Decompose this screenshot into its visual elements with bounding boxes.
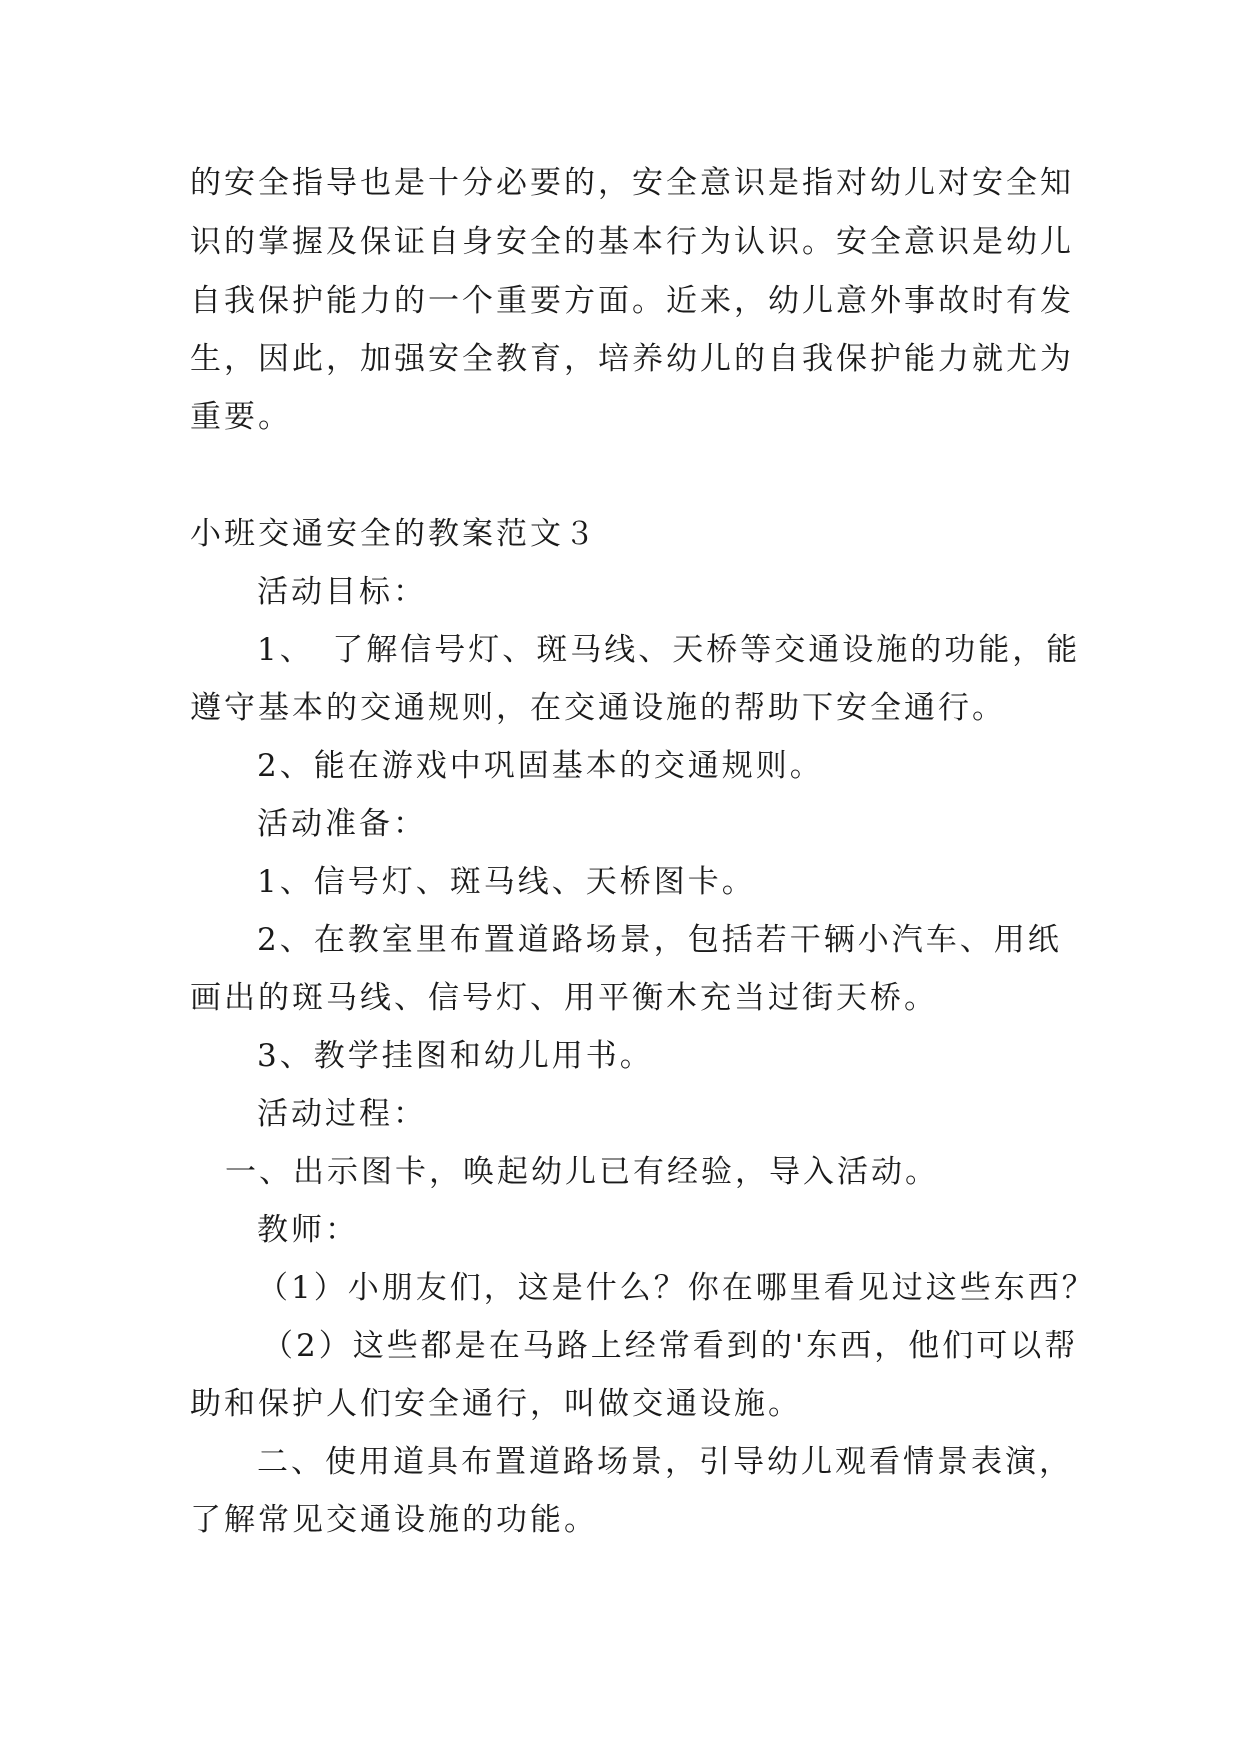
section-title: 小班交通安全的教案范文３ <box>190 516 598 552</box>
paragraph-line: 自我保护能力的一个重要方面。近来，幼儿意外事故时有发 <box>190 283 1074 319</box>
paragraph-line: 二、使用道具布置道路场景，引导幼儿观看情景表演， <box>257 1444 1073 1480</box>
paragraph-line: 了解常见交通设施的功能。 <box>190 1502 598 1538</box>
paragraph-line: 教师： <box>257 1212 359 1248</box>
paragraph-line: 助和保护人们安全通行，叫做交通设施。 <box>190 1386 802 1422</box>
heading-line: 活动准备： <box>257 806 427 842</box>
heading-line: 活动目标： <box>257 574 427 610</box>
paragraph-line: （2）这些都是在马路上经常看到的'东西，他们可以帮 <box>262 1328 1079 1364</box>
paragraph-line: 2、能在游戏中巩固基本的交通规则。 <box>257 748 824 784</box>
paragraph-line: 的安全指导也是十分必要的，安全意识是指对幼儿对安全知 <box>190 165 1074 201</box>
paragraph-line: 重要。 <box>190 399 292 435</box>
paragraph-line: （1）小朋友们，这是什么？你在哪里看见过这些东西？ <box>257 1270 1096 1306</box>
paragraph-line: 画出的斑马线、信号灯、用平衡木充当过街天桥。 <box>190 980 938 1016</box>
paragraph-line: 生，因此，加强安全教育，培养幼儿的自我保护能力就尤为 <box>190 341 1074 377</box>
paragraph-line: 遵守基本的交通规则，在交通设施的帮助下安全通行。 <box>190 690 1006 726</box>
paragraph-line: 3、教学挂图和幼儿用书。 <box>257 1038 654 1074</box>
heading-line: 活动过程： <box>257 1096 427 1132</box>
paragraph-line: 1、信号灯、斑马线、天桥图卡。 <box>257 864 756 900</box>
paragraph-line: 识的掌握及保证自身安全的基本行为认识。安全意识是幼儿 <box>190 224 1074 260</box>
paragraph-line: 2、在教室里布置道路场景，包括若干辆小汽车、用纸 <box>257 922 1062 958</box>
paragraph-line: 一、出示图卡，唤起幼儿已有经验，导入活动。 <box>225 1154 939 1190</box>
paragraph-line: 1、 了解信号灯、斑马线、天桥等交通设施的功能，能 <box>257 632 1081 668</box>
